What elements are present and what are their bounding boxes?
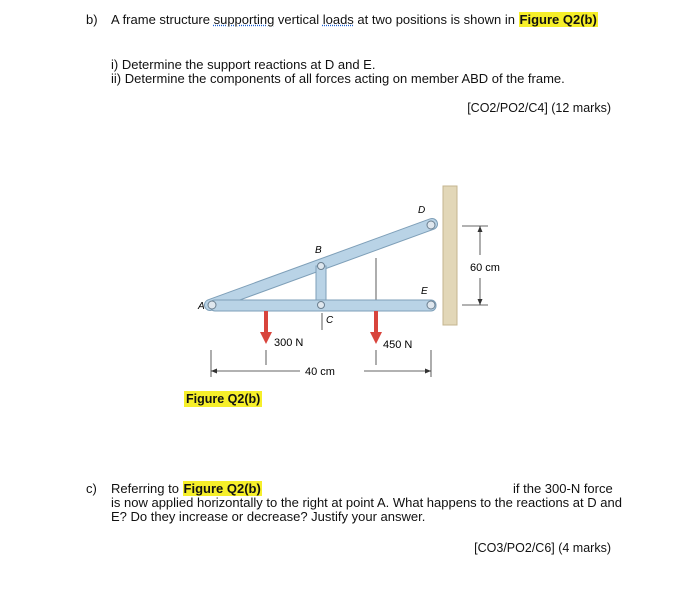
figure-caption: Figure Q2(b)	[186, 392, 261, 406]
wall-support	[443, 186, 457, 325]
dim-arrow-left	[211, 369, 217, 374]
pin-a	[208, 301, 216, 309]
label-d: D	[418, 205, 426, 216]
intro-pre: A frame structure	[111, 12, 214, 27]
dim-v-arrow-bottom	[478, 299, 483, 305]
label-a: A	[198, 301, 205, 312]
pin-c	[318, 302, 325, 309]
intro-mid: vertical	[274, 12, 323, 27]
intro-post: at two positions is shown in	[353, 12, 519, 27]
part-c-line1-right: if the 300-N force	[513, 481, 613, 496]
intro-underlined-2: loads	[322, 12, 354, 27]
intro-underlined-1: supporting	[213, 12, 275, 27]
subquestion-1: i) Determine the support reactions at D and E.	[111, 57, 376, 72]
part-c-line3: E? Do they increase or decrease? Justify your answer.	[111, 509, 426, 524]
dim-arrow-right	[425, 369, 431, 374]
dim-vertical-label: 60 cm	[470, 262, 500, 274]
figure-ref-c: Figure Q2(b)	[183, 481, 261, 496]
pin-e	[427, 301, 435, 309]
force-300-arrowhead	[260, 332, 272, 344]
part-c-pre: Referring to	[111, 481, 183, 496]
load-300-label: 300 N	[274, 337, 304, 349]
dim-v-arrow-top	[478, 226, 483, 232]
label-c: C	[326, 315, 334, 326]
part-c-line1-left	[111, 481, 262, 496]
part-c-marks: [CO3/PO2/C6] (4 marks)	[474, 541, 611, 555]
pin-b	[318, 263, 325, 270]
load-450-label: 450 N	[383, 339, 413, 351]
force-450-arrowhead	[370, 332, 382, 344]
label-e: E	[421, 286, 428, 297]
figure-ref-b: Figure Q2(b)	[519, 12, 597, 27]
part-b-marks: [CO2/PO2/C4] (12 marks)	[467, 101, 611, 115]
part-c-line2: is now applied horizontally to the right at point A. What happens to the reactions at D and	[111, 495, 622, 510]
part-b-label: b)	[86, 12, 98, 27]
part-c-label: c)	[86, 481, 97, 496]
dim-horizontal-label: 40 cm	[305, 366, 335, 378]
label-b: B	[315, 245, 322, 256]
pin-d	[427, 221, 435, 229]
subquestion-2: ii) Determine the components of all forces acting on member ABD of the frame.	[111, 71, 565, 86]
